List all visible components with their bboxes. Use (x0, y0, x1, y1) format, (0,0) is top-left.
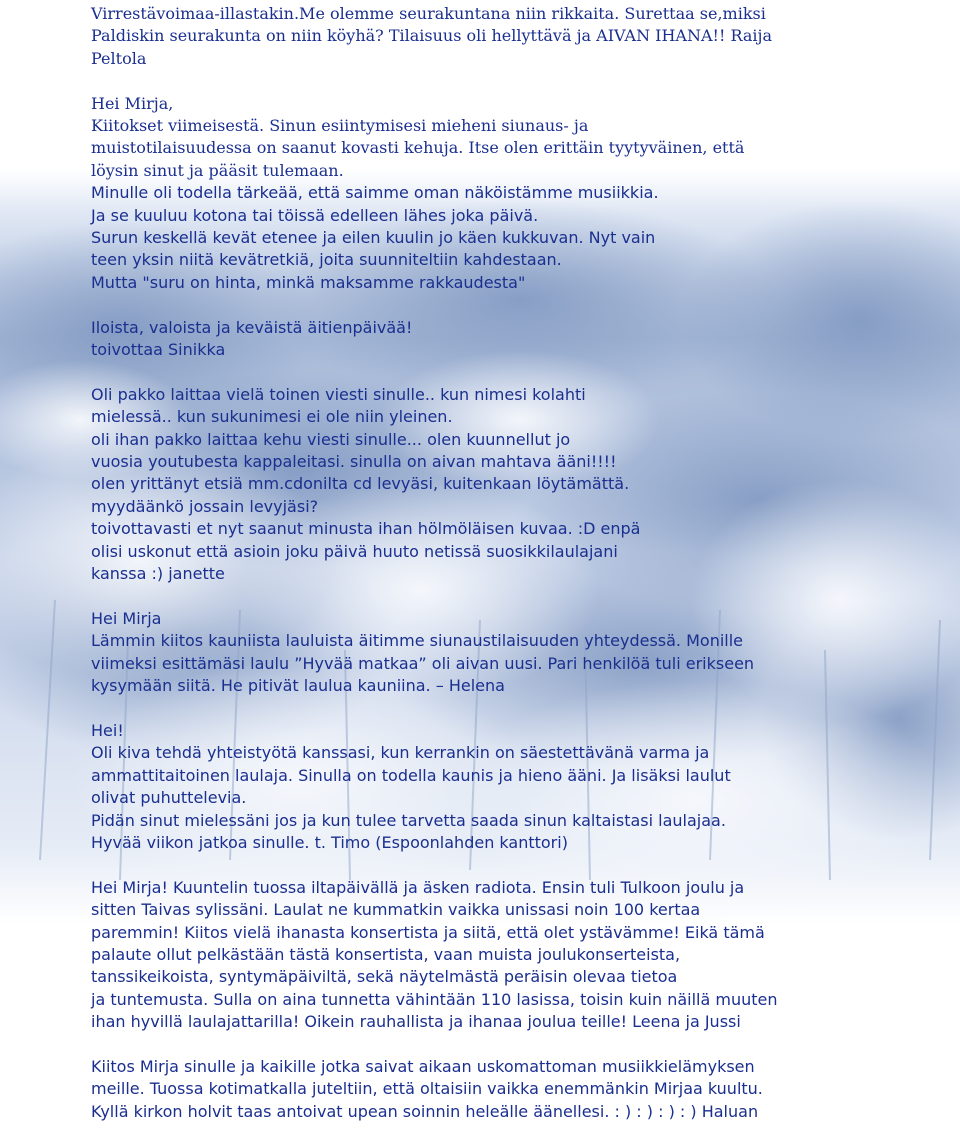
entry-text-line: toivottaa Sinikka (91, 340, 226, 360)
entry-text-line: Hei Mirja (91, 608, 162, 628)
entry-text-line: Mutta "suru on hinta, minkä maksamme rakkaudesta" (91, 272, 526, 292)
entry-text-line: Virrestävoimaa-illastakin.Me olemme seurakuntana niin rikkaita. Surettaa se,miksi (91, 4, 766, 23)
entry-text-line: Ja se kuuluu kotona tai töissä edelleen lähes joka päivä. (91, 205, 539, 225)
entry-text-line: Iloista, valoista ja keväistä äitienpäivää! (91, 317, 413, 337)
entry-text-line: Hei Mirja! Kuuntelin tuossa iltapäivällä ja äsken radiota. Ensin tuli Tulkoon joulu ja (91, 877, 745, 897)
entry-text-line: meille. Tuossa kotimatkalla juteltiin, että oltaisiin vaikka enemmänkin Mirjaa kuultu. (91, 1079, 763, 1099)
entry-text-line: Kiitos Mirja sinulle ja kaikille jotka saivat aikaan uskomattoman musiikkielämyksen (91, 1056, 755, 1076)
entry-text-line: myydäänkö jossain levyjäsi? (91, 496, 319, 516)
entry-text-line: Hei Mirja, (91, 93, 174, 113)
entry-text-line: ihan hyvillä laulajattarilla! Oikein rauhallista ja ihanaa joulua teille! Leena ja Jussi (91, 1012, 741, 1032)
entry-text-line: viimeksi esittämäsi laulu ”Hyvää matkaa” oli aivan uusi. Pari henkilöä tuli erikseen (91, 653, 755, 673)
guestbook-entry-greeting (91, 317, 891, 362)
entry-text-line: kanssa :) janette (91, 564, 225, 584)
entry-text-line: ammattitaitoinen laulaja. Sinulla on todella kaunis ja hieno ääni. Ja lisäksi laulut (91, 765, 731, 785)
guestbook-entry-leena-jussi (91, 877, 891, 1034)
entry-text-line: Paldiskin seurakunta on niin köyhä? Tilaisuus oli hellyttävä ja AIVAN IHANA!! Raija (91, 26, 773, 46)
entry-text-line: Oli kiva tehdä yhteistyötä kanssasi, kun kerrankin on säestettävänä varma ja (91, 743, 710, 763)
entry-text-line: sitten Taivas sylissäni. Laulat ne kummatkin vaikka unissasi noin 100 kertaa (91, 900, 701, 920)
entry-text-line: Hyvää viikon jatkoa sinulle. t. Timo (Espoonlahden kanttori) (91, 832, 568, 852)
entry-text-line: olisi uskonut että asioin joku päivä huuto netissä suosikkilaulajani (91, 541, 618, 561)
entry-text-line: olivat puhuttelevia. (91, 788, 247, 808)
entry-text-line: Pidän sinut mielessäni jos ja kun tulee tarvetta saada sinun kaltaistasi laulajaa. (91, 810, 726, 830)
entry-text-line: tanssikeikoista, syntymäpäiviltä, sekä näytelmästä peräisin olevaa tietoa (91, 967, 678, 987)
entry-text-line: löysin sinut ja pääsit tulemaan. (91, 160, 344, 180)
entry-text-line: mielessä.. kun sukunimesi ei ole niin yleinen. (91, 407, 453, 427)
entry-text-line: oli ihan pakko laittaa kehu viesti sinulle... olen kuunnellut jo (91, 429, 571, 449)
entry-text-line: muistotilaisuudessa on saanut kovasti kehuja. Itse olen erittäin tyytyväinen, että (91, 138, 745, 158)
entry-text-line: Peltola (91, 48, 147, 68)
entry-text-line: Hei! (91, 720, 124, 740)
entry-text-line: ja tuntemusta. Sulla on aina tunnetta vähintään 110 lasissa, toisin kuin näillä muuten (91, 989, 778, 1009)
entry-text-line: Kyllä kirkon holvit taas antoivat upean soinnin heleälle äänellesi. : ) : ) : ) : ) Haluan (91, 1101, 759, 1121)
entry-text-line: Surun keskellä kevät etenee ja eilen kuulin jo käen kukkuvan. Nyt vain (91, 228, 656, 248)
guestbook-entry-janette (91, 384, 891, 586)
entry-text-line: Kiitokset viimeisestä. Sinun esiintymisesi mieheni siunaus- ja (91, 116, 589, 136)
entry-text-line: kysymään siitä. He pitivät laulua kauniina. – Helena (91, 676, 505, 696)
entry-text-line: Minulle oli todella tärkeää, että saimme oman näköistämme musiikkia. (91, 183, 659, 203)
entry-text-line: vuosia youtubesta kappaleitasi. sinulla on aivan mahtava ääni!!!! (91, 452, 617, 472)
entry-text-line: palaute ollut pelkästään tästä konsertista, vaan muista joulukonserteista, (91, 944, 681, 964)
entry-text-line: olen yrittänyt etsiä mm.cdonilta cd levyäsi, kuitenkaan löytämättä. (91, 474, 630, 494)
entry-text-line: paremmin! Kiitos vielä ihanasta konsertista ja siitä, että olet ystävämme! Eikä tämä (91, 922, 765, 942)
guestbook-entry-sinikka (91, 93, 891, 295)
entry-text-line: Lämmin kiitos kauniista lauluista äitimme siunaustilaisuuden yhteydessä. Monille (91, 631, 744, 651)
guestbook-entry-timo (91, 720, 891, 854)
entry-text-line: teen yksin niitä kevätretkiä, joita suunniteltiin kahdestaan. (91, 250, 562, 270)
guestbook-entry-raija (91, 3, 891, 70)
guestbook-content (91, 3, 891, 1146)
guestbook-entry-helena (91, 608, 891, 698)
entry-text-line: Oli pakko laittaa vielä toinen viesti sinulle.. kun nimesi kolahti (91, 384, 586, 404)
guestbook-entry-concert (91, 1056, 891, 1123)
entry-text-line: toivottavasti et nyt saanut minusta ihan hölmöläisen kuvaa. :D enpä (91, 519, 641, 539)
